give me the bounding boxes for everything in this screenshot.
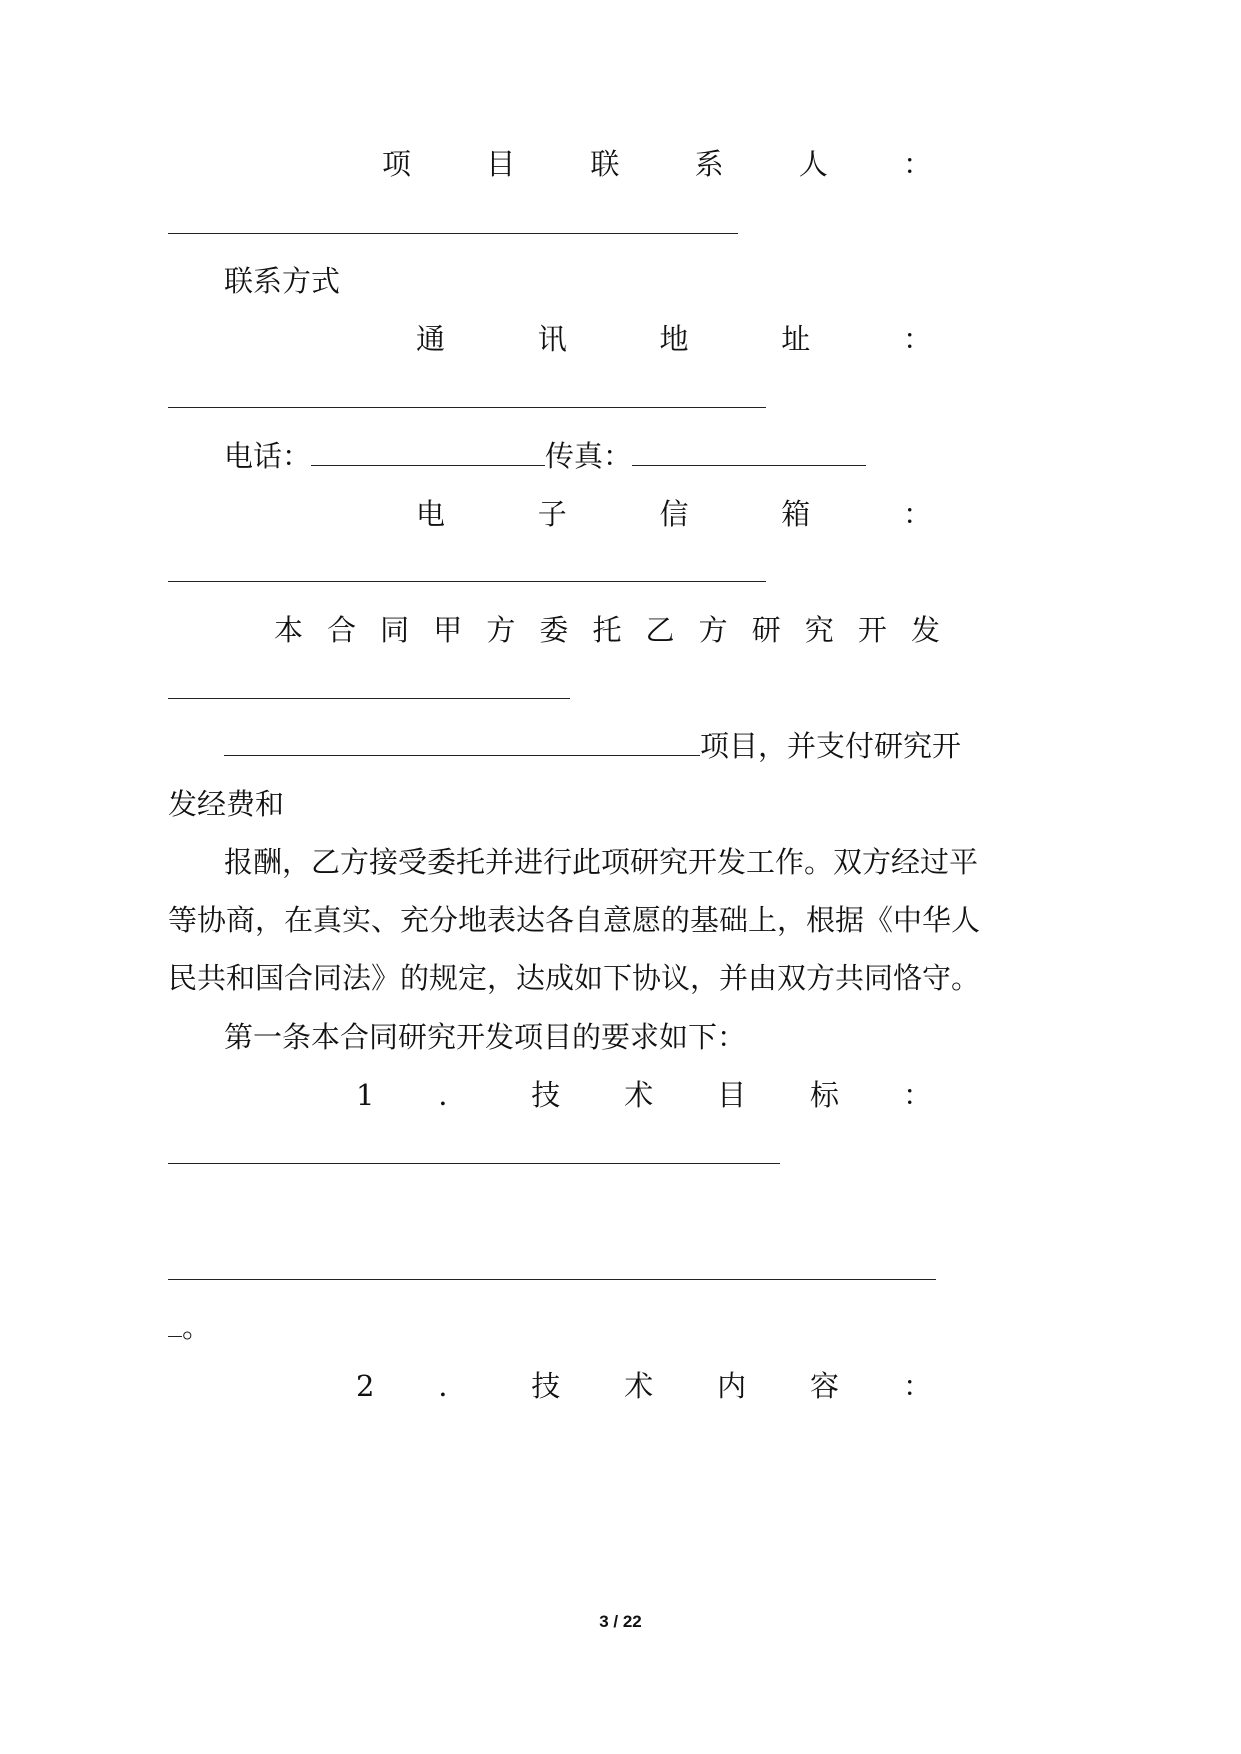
tech-content-label <box>356 1366 932 1406</box>
intro-char: 本 <box>274 613 304 647</box>
intro-char: 同 <box>380 613 410 647</box>
project-contact-label <box>382 144 932 184</box>
intro-char: 究 <box>804 613 834 647</box>
tech-content-char: 内 <box>717 1369 747 1403</box>
tech-goal-char: 技 <box>531 1078 561 1112</box>
tech-goal-char: ： <box>902 1078 932 1112</box>
project-contact-char: 人 <box>798 147 828 181</box>
project-name-blank-2 <box>224 729 700 756</box>
project-contact-char: ： <box>902 147 932 181</box>
intro-char: 托 <box>592 613 622 647</box>
address-char: 址 <box>781 322 811 356</box>
intro-char: 开 <box>857 613 887 647</box>
tech-goal-blank-2 <box>168 1279 936 1280</box>
intro-char: 方 <box>698 613 728 647</box>
email-char: 电 <box>416 497 446 531</box>
project-contact-char: 联 <box>590 147 620 181</box>
project-line-tail: 项目，并支付研究开 <box>700 729 962 763</box>
tech-content-char: 容 <box>810 1369 840 1403</box>
tech-goal-end-line <box>168 1307 211 1347</box>
email-char: 信 <box>659 497 689 531</box>
tech-content-char: 术 <box>624 1369 654 1403</box>
project-contact-blank <box>168 233 738 234</box>
page-number: 3 / 22 <box>599 1612 642 1631</box>
address-label <box>416 319 932 359</box>
tech-content-char: 技 <box>531 1369 561 1403</box>
phone-label: 电话： <box>224 439 312 473</box>
phone-fax-line <box>224 436 866 476</box>
tech-goal-blank-1 <box>168 1163 780 1164</box>
tech-goal-char: 目 <box>717 1078 747 1112</box>
email-char: ： <box>902 497 932 531</box>
intro-char: 合 <box>327 613 357 647</box>
intro-char: 方 <box>486 613 516 647</box>
address-char: 通 <box>416 322 446 356</box>
contact-method-heading: 联系方式 <box>224 264 341 298</box>
phone-blank <box>311 439 545 466</box>
tech-goal-label <box>356 1075 932 1115</box>
intro-char: 研 <box>751 613 781 647</box>
email-blank <box>168 581 766 582</box>
paragraph-line-2: 等协商，在真实、充分地表达各自意愿的基础上，根据《中华人 <box>168 903 981 937</box>
intro-sentence <box>274 610 940 650</box>
address-char: ： <box>902 322 932 356</box>
address-char: 讯 <box>537 322 567 356</box>
paragraph-line-3: 民共和国合同法》的规定，达成如下协议，并由双方共同恪守。 <box>168 961 981 995</box>
intro-char: 甲 <box>433 613 463 647</box>
intro-char: 委 <box>539 613 569 647</box>
intro-char: 乙 <box>645 613 675 647</box>
tech-goal-char: 标 <box>810 1078 840 1112</box>
tech-content-char: ． <box>438 1369 468 1403</box>
project-contact-char: 系 <box>694 147 724 181</box>
tech-goal-char: 术 <box>624 1078 654 1112</box>
fax-label: 传真： <box>545 439 633 473</box>
project-line-continuation: 发经费和 <box>168 787 285 821</box>
email-char: 箱 <box>781 497 811 531</box>
project-contact-char: 项 <box>382 147 412 181</box>
tech-goal-char: 1 <box>356 1078 375 1112</box>
article-1-heading: 第一条本合同研究开发项目的要求如下： <box>224 1020 747 1054</box>
intro-char: 发 <box>910 613 940 647</box>
tech-content-char: ： <box>902 1369 932 1403</box>
project-contact-char: 目 <box>486 147 516 181</box>
tech-content-char: 2 <box>356 1369 375 1403</box>
email-label <box>416 494 932 534</box>
tech-goal-end: 。 <box>182 1310 212 1344</box>
project-name-line <box>224 726 961 766</box>
address-char: 地 <box>659 322 689 356</box>
email-char: 子 <box>537 497 567 531</box>
paragraph-line-1: 报酬，乙方接受委托并进行此项研究开发工作。双方经过平 <box>224 845 979 879</box>
tech-goal-char: ． <box>438 1078 468 1112</box>
address-blank <box>168 407 766 408</box>
project-name-blank-1 <box>168 698 570 699</box>
fax-blank <box>632 439 866 466</box>
tech-goal-blank-3 <box>168 1310 182 1337</box>
